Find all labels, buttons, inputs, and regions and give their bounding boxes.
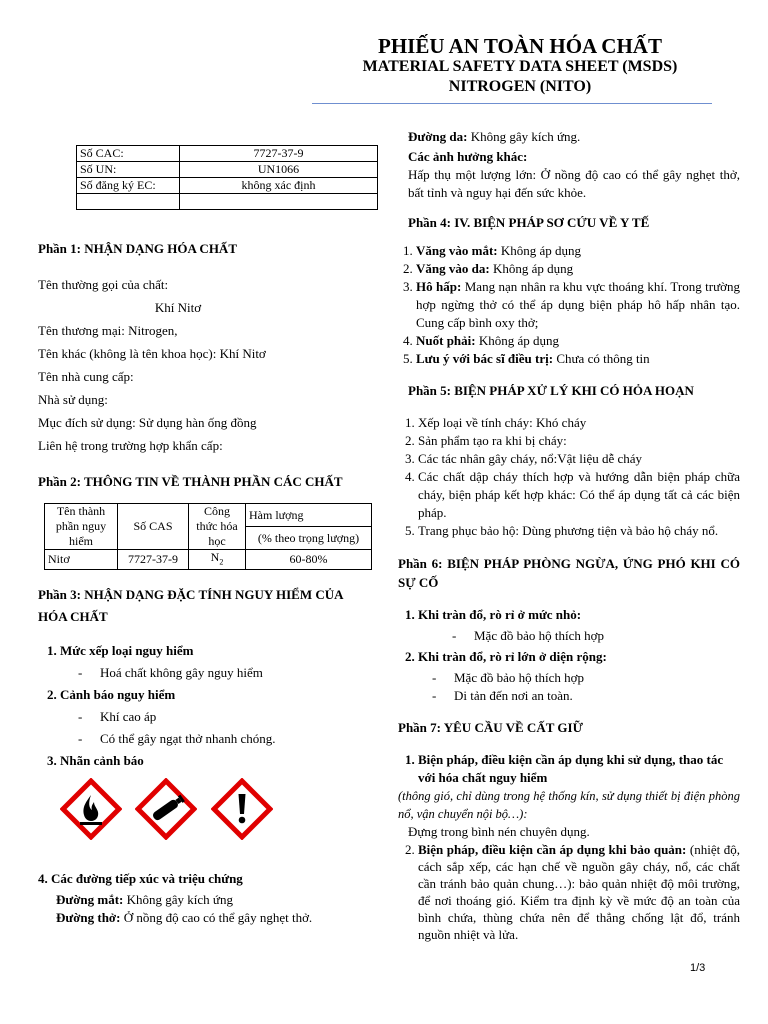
other-effects-label: Các ảnh hưởng khác: <box>408 149 528 164</box>
table-row <box>77 162 378 178</box>
incident-list <box>398 606 740 705</box>
incident-subitem: - Mặc đồ bảo hộ thích hợp <box>452 627 740 645</box>
storage-item <box>418 841 740 943</box>
cell-cas: 7727-37-9 <box>118 550 189 570</box>
exclamation-icon <box>211 778 273 840</box>
storage-list <box>398 751 740 787</box>
common-name-value: Khí Nitơ <box>154 300 202 315</box>
first-aid-text: Chưa có thông tin <box>553 351 650 366</box>
first-aid-label: Văng vào mắt: <box>416 243 498 258</box>
fire-item: 3. Các tác nhân gây cháy, nổ:Vật liệu dễ cháy <box>418 450 740 468</box>
hazard-list <box>38 642 378 770</box>
other-effects-text: Hấp thụ một lượng lớn: Ở nồng độ cao có thể gây nghẹt thở, bất tỉnh và nguy hại đến sức khỏe. <box>408 167 740 200</box>
right-column <box>398 128 740 943</box>
incident-sublist <box>418 627 740 645</box>
part6-title: Phần 6: BIỆN PHÁP PHÒNG NGỪA, ỨNG PHÓ KHI CÓ SỰ CỐ <box>398 556 740 590</box>
id-label: Số UN: <box>77 162 180 178</box>
hazard-item <box>60 686 378 748</box>
fire-item: 5. Trang phục bảo hộ: Dùng phương tiện và bảo hộ cháy nổ. <box>418 522 740 540</box>
supplier: Tên nhà cung cấp: <box>38 369 134 384</box>
incident-item <box>418 606 740 645</box>
emergency-contact: Liên hệ trong trường hợp khẩn cấp: <box>38 438 223 453</box>
skin-exposure <box>408 128 740 146</box>
incident-item <box>418 648 740 705</box>
common-name-label: Tên thường gọi của chất: <box>38 277 169 292</box>
flame-icon <box>60 778 122 840</box>
header-content: Hàm lượng <box>246 504 372 527</box>
exposure-title: 4. Các đường tiếp xúc và triệu chứng <box>38 871 243 887</box>
id-value <box>180 194 378 210</box>
hazard-subitem: - Có thể gây ngạt thở nhanh chóng. <box>78 730 378 748</box>
table-row <box>45 550 372 570</box>
id-label <box>77 194 180 210</box>
inhale-text: Ở nồng độ cao có thể gây nghẹt thở. <box>120 910 313 926</box>
part3-title: Phần 3: NHẬN DẠNG ĐẶC TÍNH NGUY HIỂM CỦA HÓA CHẤT <box>38 587 343 625</box>
incident-subitem: - Di tản đến nơi an toàn. <box>432 687 740 705</box>
identification-table <box>76 145 378 210</box>
first-aid-item <box>416 350 740 368</box>
ghs-pictograms <box>60 778 378 838</box>
id-label: Số CAC: <box>77 146 180 162</box>
skin-text: Không gây kích ứng. <box>467 129 581 144</box>
document-subtitle: MATERIAL SAFETY DATA SHEET (MSDS) <box>362 58 678 75</box>
hazard-sublist <box>60 708 378 748</box>
incident-subitem: - Mặc đồ bảo hộ thích hợp <box>432 669 740 687</box>
first-aid-label: Lưu ý với bác sĩ điều trị: <box>416 351 554 366</box>
inhale-exposure <box>56 909 378 927</box>
first-aid-label: Hô hấp: <box>416 279 462 294</box>
fire-item: 4. Các chất dập cháy thích hợp và hướng dẫn biện pháp chữa cháy, biện pháp kết hợp khác: Có thể áp dụng tất cả các biện pháp. <box>418 468 740 522</box>
id-label: Số đăng ký EC: <box>77 178 180 194</box>
hazard-sublist <box>60 664 378 682</box>
table-header-row <box>45 504 372 527</box>
table-row <box>77 146 378 162</box>
id-value: UN1066 <box>180 162 378 178</box>
hazard-item-label: Cảnh báo nguy hiểm <box>60 687 176 703</box>
part2-title: Phần 2: THÔNG TIN VỀ THÀNH PHẦN CÁC CHẤT <box>38 474 343 489</box>
header-formula: Công thức hóa học <box>189 504 246 550</box>
id-value: không xác định <box>180 178 378 194</box>
id-value: 7727-37-9 <box>180 146 378 162</box>
left-column <box>38 145 378 927</box>
table-row <box>77 194 378 210</box>
first-aid-label: Nuốt phải: <box>416 333 476 348</box>
table-row <box>77 178 378 194</box>
first-aid-item <box>416 242 740 260</box>
gas-cylinder-icon <box>135 778 197 840</box>
part4-title: Phần 4: IV. BIỆN PHÁP SƠ CỨU VỀ Y TẾ <box>408 215 650 230</box>
storage-use-note: (thông gió, chỉ dùng trong hệ thống kín, sử dụng thiết bị điện phòng nổ, vận chuyển nội bộ…): <box>398 789 740 821</box>
storage-item-text: (nhiệt độ, cách sắp xếp, các hạn chế về nguồn gây cháy, nổ, các chất cần tránh bảo quản chung…): bảo quản nhiệt độ môi trường, để nơi thoáng gió. Kiểm tra định kỳ về mức độ an toàn của bình chứa, thùng chứa nên để thẳng chống lật đổ, tránh nguồn nhiệt và lửa. <box>418 842 740 942</box>
storage-item <box>418 751 740 787</box>
first-aid-item <box>416 278 740 332</box>
hazard-item-label: Mức xếp loại nguy hiểm <box>60 643 194 659</box>
incident-sublist <box>418 669 740 705</box>
part1-title: Phần 1: NHẬN DẠNG HÓA CHẤT <box>38 241 237 256</box>
hazard-item <box>60 752 378 770</box>
part7-title: Phần 7: YÊU CẦU VỀ CẤT GIỮ <box>398 720 583 735</box>
first-aid-item <box>416 260 740 278</box>
cell-content: 60-80% <box>246 550 372 570</box>
formula-symbol: N <box>210 550 220 564</box>
first-aid-text: Mang nạn nhân ra khu vực thoáng khí. Trong trường hợp ngừng thở có thể áp dụng biện pháp hô hấp nhân tạo. Cung cấp bình oxy thở; <box>416 279 740 330</box>
trade-name: Tên thương mại: Nitrogen, <box>38 323 178 338</box>
cell-name: Nitơ <box>45 550 118 570</box>
skin-label: Đường da: <box>408 129 468 144</box>
first-aid-item <box>416 332 740 350</box>
page-number: 1/3 <box>690 962 706 974</box>
header-name: Tên thành phần nguy hiểm <box>45 504 118 550</box>
composition-table <box>44 503 372 570</box>
first-aid-text: Không áp dụng <box>475 333 560 348</box>
cell-formula <box>189 550 246 570</box>
formula-subscript: 2 <box>219 557 224 567</box>
purpose: Mục đích sử dụng: Sử dụng hàn ống đồng <box>38 415 257 430</box>
fire-item: 2. Sản phẩm tạo ra khi bị cháy: <box>418 432 740 450</box>
header-rule <box>312 103 712 104</box>
hazard-item-label: Nhãn cảnh báo <box>60 753 144 769</box>
inhale-label: Đường thở: <box>56 910 121 926</box>
hazard-subitem: - Khí cao áp <box>78 708 378 726</box>
incident-item-label: Khi tràn đổ, rò rỉ lớn ở diện rộng: <box>418 649 607 664</box>
chemical-name-heading: NITROGEN (NITO) <box>448 78 592 95</box>
header-content-unit: (% theo trọng lượng) <box>246 527 372 550</box>
hazard-subitem: - Hoá chất không gây nguy hiểm <box>78 664 378 682</box>
eye-label: Đường mắt: <box>56 892 124 908</box>
eye-text: Không gây kích ứng <box>123 892 233 908</box>
hazard-item <box>60 642 378 682</box>
storage-list-2 <box>398 841 740 943</box>
user: Nhà sử dụng: <box>38 392 108 407</box>
eye-exposure <box>56 891 378 909</box>
storage-use-text: Đựng trong bình nén chuyên dụng. <box>408 824 590 839</box>
first-aid-text: Không áp dụng <box>497 243 582 258</box>
fire-list <box>398 414 740 540</box>
incident-item-label: Khi tràn đổ, rò rỉ ở mức nhỏ: <box>418 607 582 622</box>
fire-item: 1. Xếp loại về tính cháy: Khó cháy <box>418 414 740 432</box>
other-name: Tên khác (không là tên khoa học): Khí Nitơ <box>38 346 266 361</box>
storage-item-label: Biện pháp, điều kiện cần áp dụng khi sử dụng, thao tác với hóa chất nguy hiểm <box>418 752 724 785</box>
header-cas: Số CAS <box>118 504 189 550</box>
first-aid-list <box>398 242 740 368</box>
part5-title: Phần 5: BIỆN PHÁP XỬ LÝ KHI CÓ HỎA HOẠN <box>408 383 694 398</box>
document-title: PHIẾU AN TOÀN HÓA CHẤT <box>378 34 662 58</box>
storage-item-label: Biện pháp, điều kiện cần áp dụng khi bảo quản: <box>418 842 687 857</box>
first-aid-label: Văng vào da: <box>416 261 490 276</box>
first-aid-text: Không áp dụng <box>489 261 574 276</box>
